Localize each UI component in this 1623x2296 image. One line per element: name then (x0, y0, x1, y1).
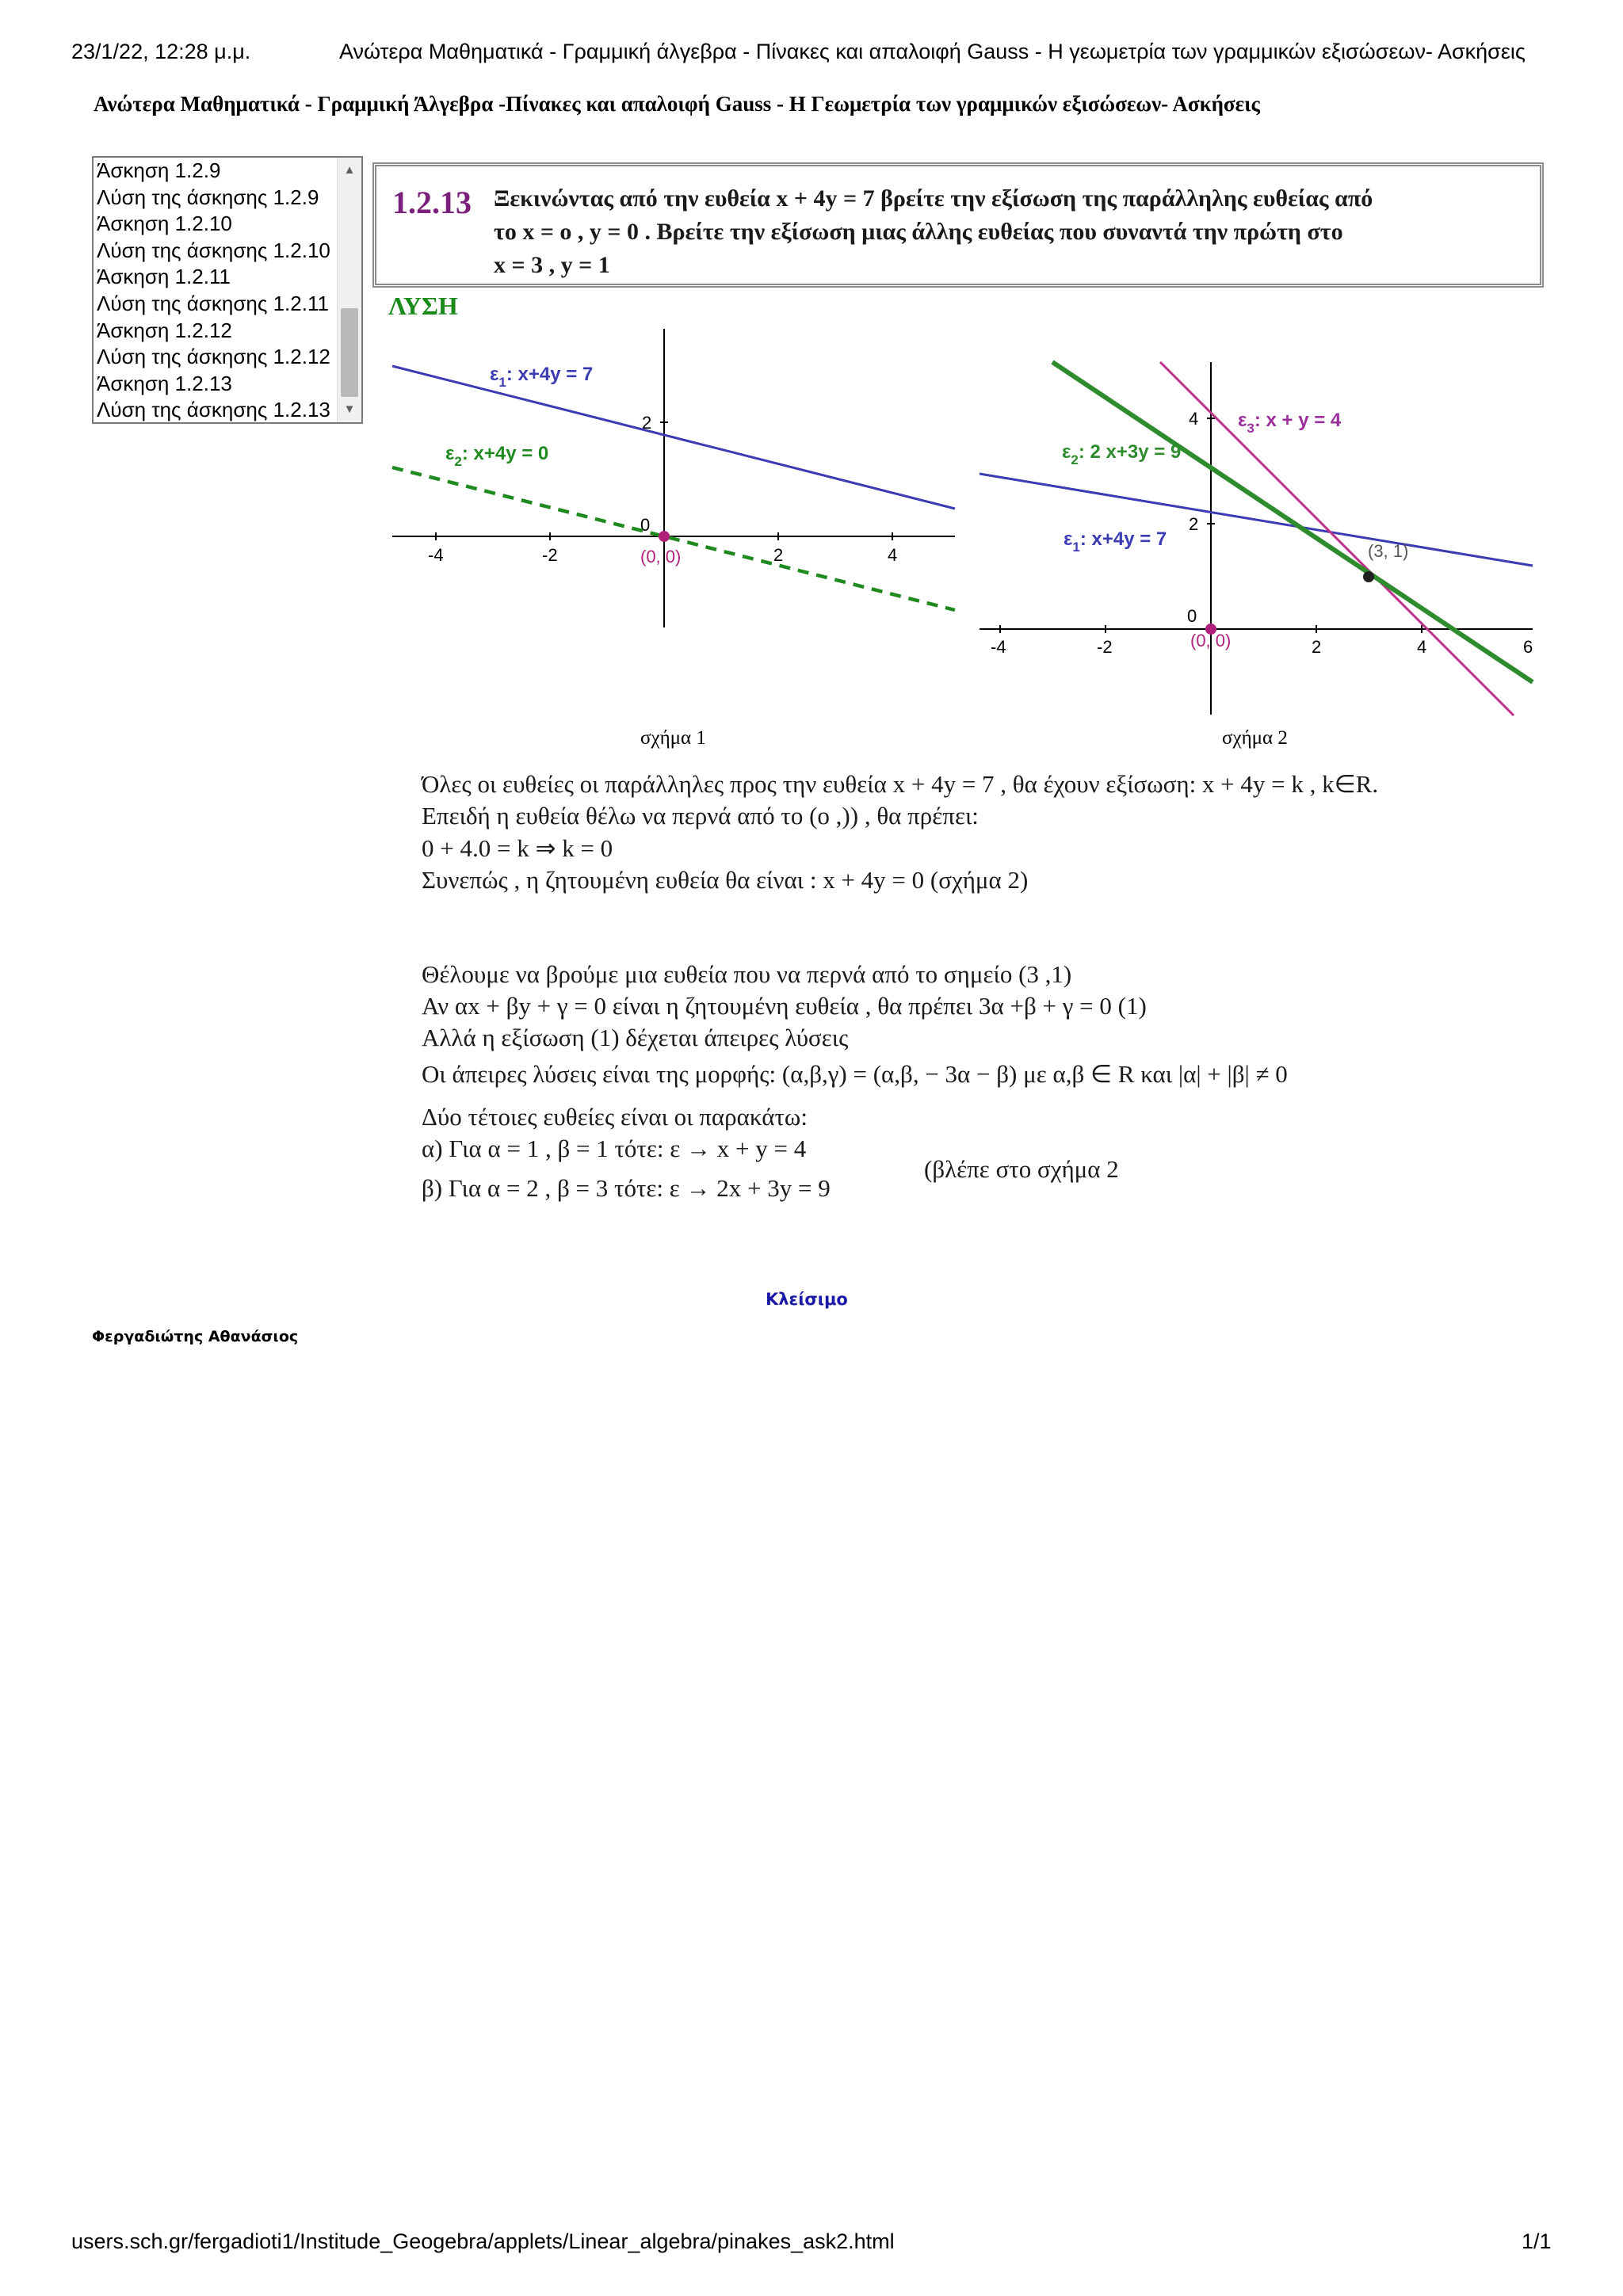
intersection-point-label: (3, 1) (1368, 541, 1409, 561)
close-link[interactable]: Κλείσιμο (766, 1290, 848, 1309)
line-e2-label: $\varepsilon_2$: 2 x+3y = 9 (1062, 441, 1182, 467)
solution-text-line: Οι άπειρες λύσεις είναι της μορφής: (α,β,γ) = (α,β, − 3α − β) με α,β ∈ R και |α| + |β| ≠ 0 (422, 1060, 1288, 1088)
exercise-line-2: το x = o , y = 0 . Βρείτε την εξίσωση μιας άλλης ευθείας που συναντά την πρώτη στο (494, 219, 1343, 245)
list-item[interactable]: Άσκηση 1.2.10 (97, 212, 232, 236)
solution-text-line: Αλλά η εξίσωση (1) δέχεται άπειρες λύσεις (422, 1024, 849, 1051)
x-tick-label: -4 (428, 545, 444, 565)
list-item[interactable]: Άσκηση 1.2.12 (97, 318, 232, 342)
solution-text-line: Δύο τέτοιες ευθείες είναι οι παρακάτω: (422, 1103, 808, 1131)
origin-point-label: (0, 0) (640, 547, 682, 566)
solution-text-line: 0 + 4.0 = k ⇒ k = 0 (422, 834, 613, 862)
list-item[interactable]: Άσκηση 1.2.11 (97, 265, 231, 289)
exercise-number: 1.2.13 (392, 185, 472, 220)
exercise-listbox[interactable] (92, 156, 363, 424)
scroll-up-arrow-icon[interactable]: ▲ (343, 163, 356, 177)
solution-note: (βλέπε στο σχήμα 2 (924, 1155, 1119, 1183)
exercise-line-1: Ξεκινώντας από την ευθεία x + 4y = 7 βρείτε την εξίσωση της παράλληλης ευθείας από (494, 185, 1373, 212)
y-tick-label: 2 (642, 413, 652, 433)
exercise-statement-box (372, 162, 1544, 288)
x-tick-label: 4 (1417, 637, 1427, 657)
origin-label: 0 (1187, 606, 1197, 626)
x-tick-label: 2 (1312, 637, 1322, 657)
figure-2-graph (980, 358, 1534, 723)
figure-1-caption: σχήμα 1 (640, 727, 706, 749)
listbox-scrollbar[interactable] (337, 158, 361, 422)
solution-text-line: Συνεπώς , η ζητουμένη ευθεία θα είναι : x + 4y = 0 (σχήμα 2) (422, 866, 1029, 894)
line-e3-label: $\varepsilon_3$: x + y = 4 (1238, 410, 1342, 436)
figure-1-graph (388, 325, 959, 634)
origin-point (659, 531, 670, 542)
line-e1-label: $\varepsilon_1$: x+4y = 7 (490, 364, 594, 390)
list-item[interactable]: Άσκηση 1.2.13 (97, 371, 232, 395)
list-item[interactable]: Λύση της άσκησης 1.2.11 (97, 291, 329, 315)
x-tick-label: 6 (1523, 637, 1533, 657)
exercise-line-3: x = 3 , y = 1 (494, 252, 610, 278)
list-item[interactable]: Λύση της άσκησης 1.2.12 (97, 345, 330, 369)
y-tick-label: 4 (1189, 409, 1199, 429)
line-e1-label: $\varepsilon_1$: x+4y = 7 (1064, 528, 1167, 555)
x-tick-label: -2 (1097, 637, 1113, 657)
list-item[interactable]: Άσκηση 1.2.9 (97, 158, 221, 182)
print-date: 23/1/22, 12:28 μ.μ. (71, 40, 251, 63)
solution-text-line: Θέλουμε να βρούμε μια ευθεία που να περνά από το σημείο (3 ,1) (422, 960, 1072, 988)
author-name: Φεργαδιώτης Αθανάσιος (92, 1328, 299, 1345)
list-item[interactable]: Λύση της άσκησης 1.2.13 (97, 398, 330, 422)
x-tick-label: 4 (888, 545, 898, 565)
figure-2-caption: σχήμα 2 (1222, 727, 1288, 749)
line-e1 (980, 474, 1533, 566)
exercise-list (97, 158, 330, 424)
list-item[interactable]: Λύση της άσκησης 1.2.9 (97, 185, 319, 209)
scroll-down-arrow-icon[interactable]: ▼ (343, 402, 356, 416)
origin-point-label: (0, 0) (1190, 631, 1232, 650)
solution-text-line: β) Για α = 2 , β = 3 τότε: ε → 2x + 3y = 9 (422, 1174, 831, 1202)
page-heading: Ανώτερα Μαθηματικά - Γραμμική Άλγεβρα -Πίνακες και απαλοιφή Gauss - Η Γεωμετρία των γραμμικών εξισώσεων- Ασκήσεις (94, 92, 1260, 116)
solution-text-line: Αν αx + βy + γ = 0 είναι η ζητουμένη ευθεία , θα πρέπει 3α +β + γ = 0 (1) (422, 992, 1147, 1020)
print-url: users.sch.gr/fergadioti1/Institude_Geogebra/applets/Linear_algebra/pinakes_ask2.html (71, 2229, 895, 2253)
scroll-thumb[interactable] (341, 308, 358, 397)
origin-label: 0 (640, 515, 651, 535)
x-tick-label: -2 (542, 545, 558, 565)
solution-text-line: Όλες οι ευθείες οι παράλληλες προς την ευθεία x + 4y = 7 , θα έχουν εξίσωση: x + 4y = k , k∈R. (422, 770, 1379, 798)
line-e2-label: $\varepsilon_2$: x+4y = 0 (445, 443, 549, 469)
solution-label: ΛΥΣΗ (388, 292, 458, 320)
print-page-number: 1/1 (1522, 2229, 1552, 2253)
solution-text-line: α) Για α = 1 , β = 1 τότε: ε → x + y = 4 (422, 1135, 807, 1162)
solution-text-line: Επειδή η ευθεία θέλω να περνά από το (ο ,)) , θα πρέπει: (422, 802, 979, 830)
x-tick-label: 2 (773, 545, 784, 565)
print-title: Ανώτερα Μαθηματικά - Γραμμική άλγεβρα - Πίνακες και απαλοιφή Gauss - Η γεωμετρία των γραμμικών εξισώσεων- Ασκήσεις (339, 40, 1526, 63)
intersection-point (1363, 571, 1374, 582)
line-e2 (392, 467, 955, 610)
list-item[interactable]: Λύση της άσκησης 1.2.10 (97, 238, 330, 262)
x-tick-label: -4 (991, 637, 1006, 657)
y-tick-label: 2 (1189, 514, 1199, 534)
